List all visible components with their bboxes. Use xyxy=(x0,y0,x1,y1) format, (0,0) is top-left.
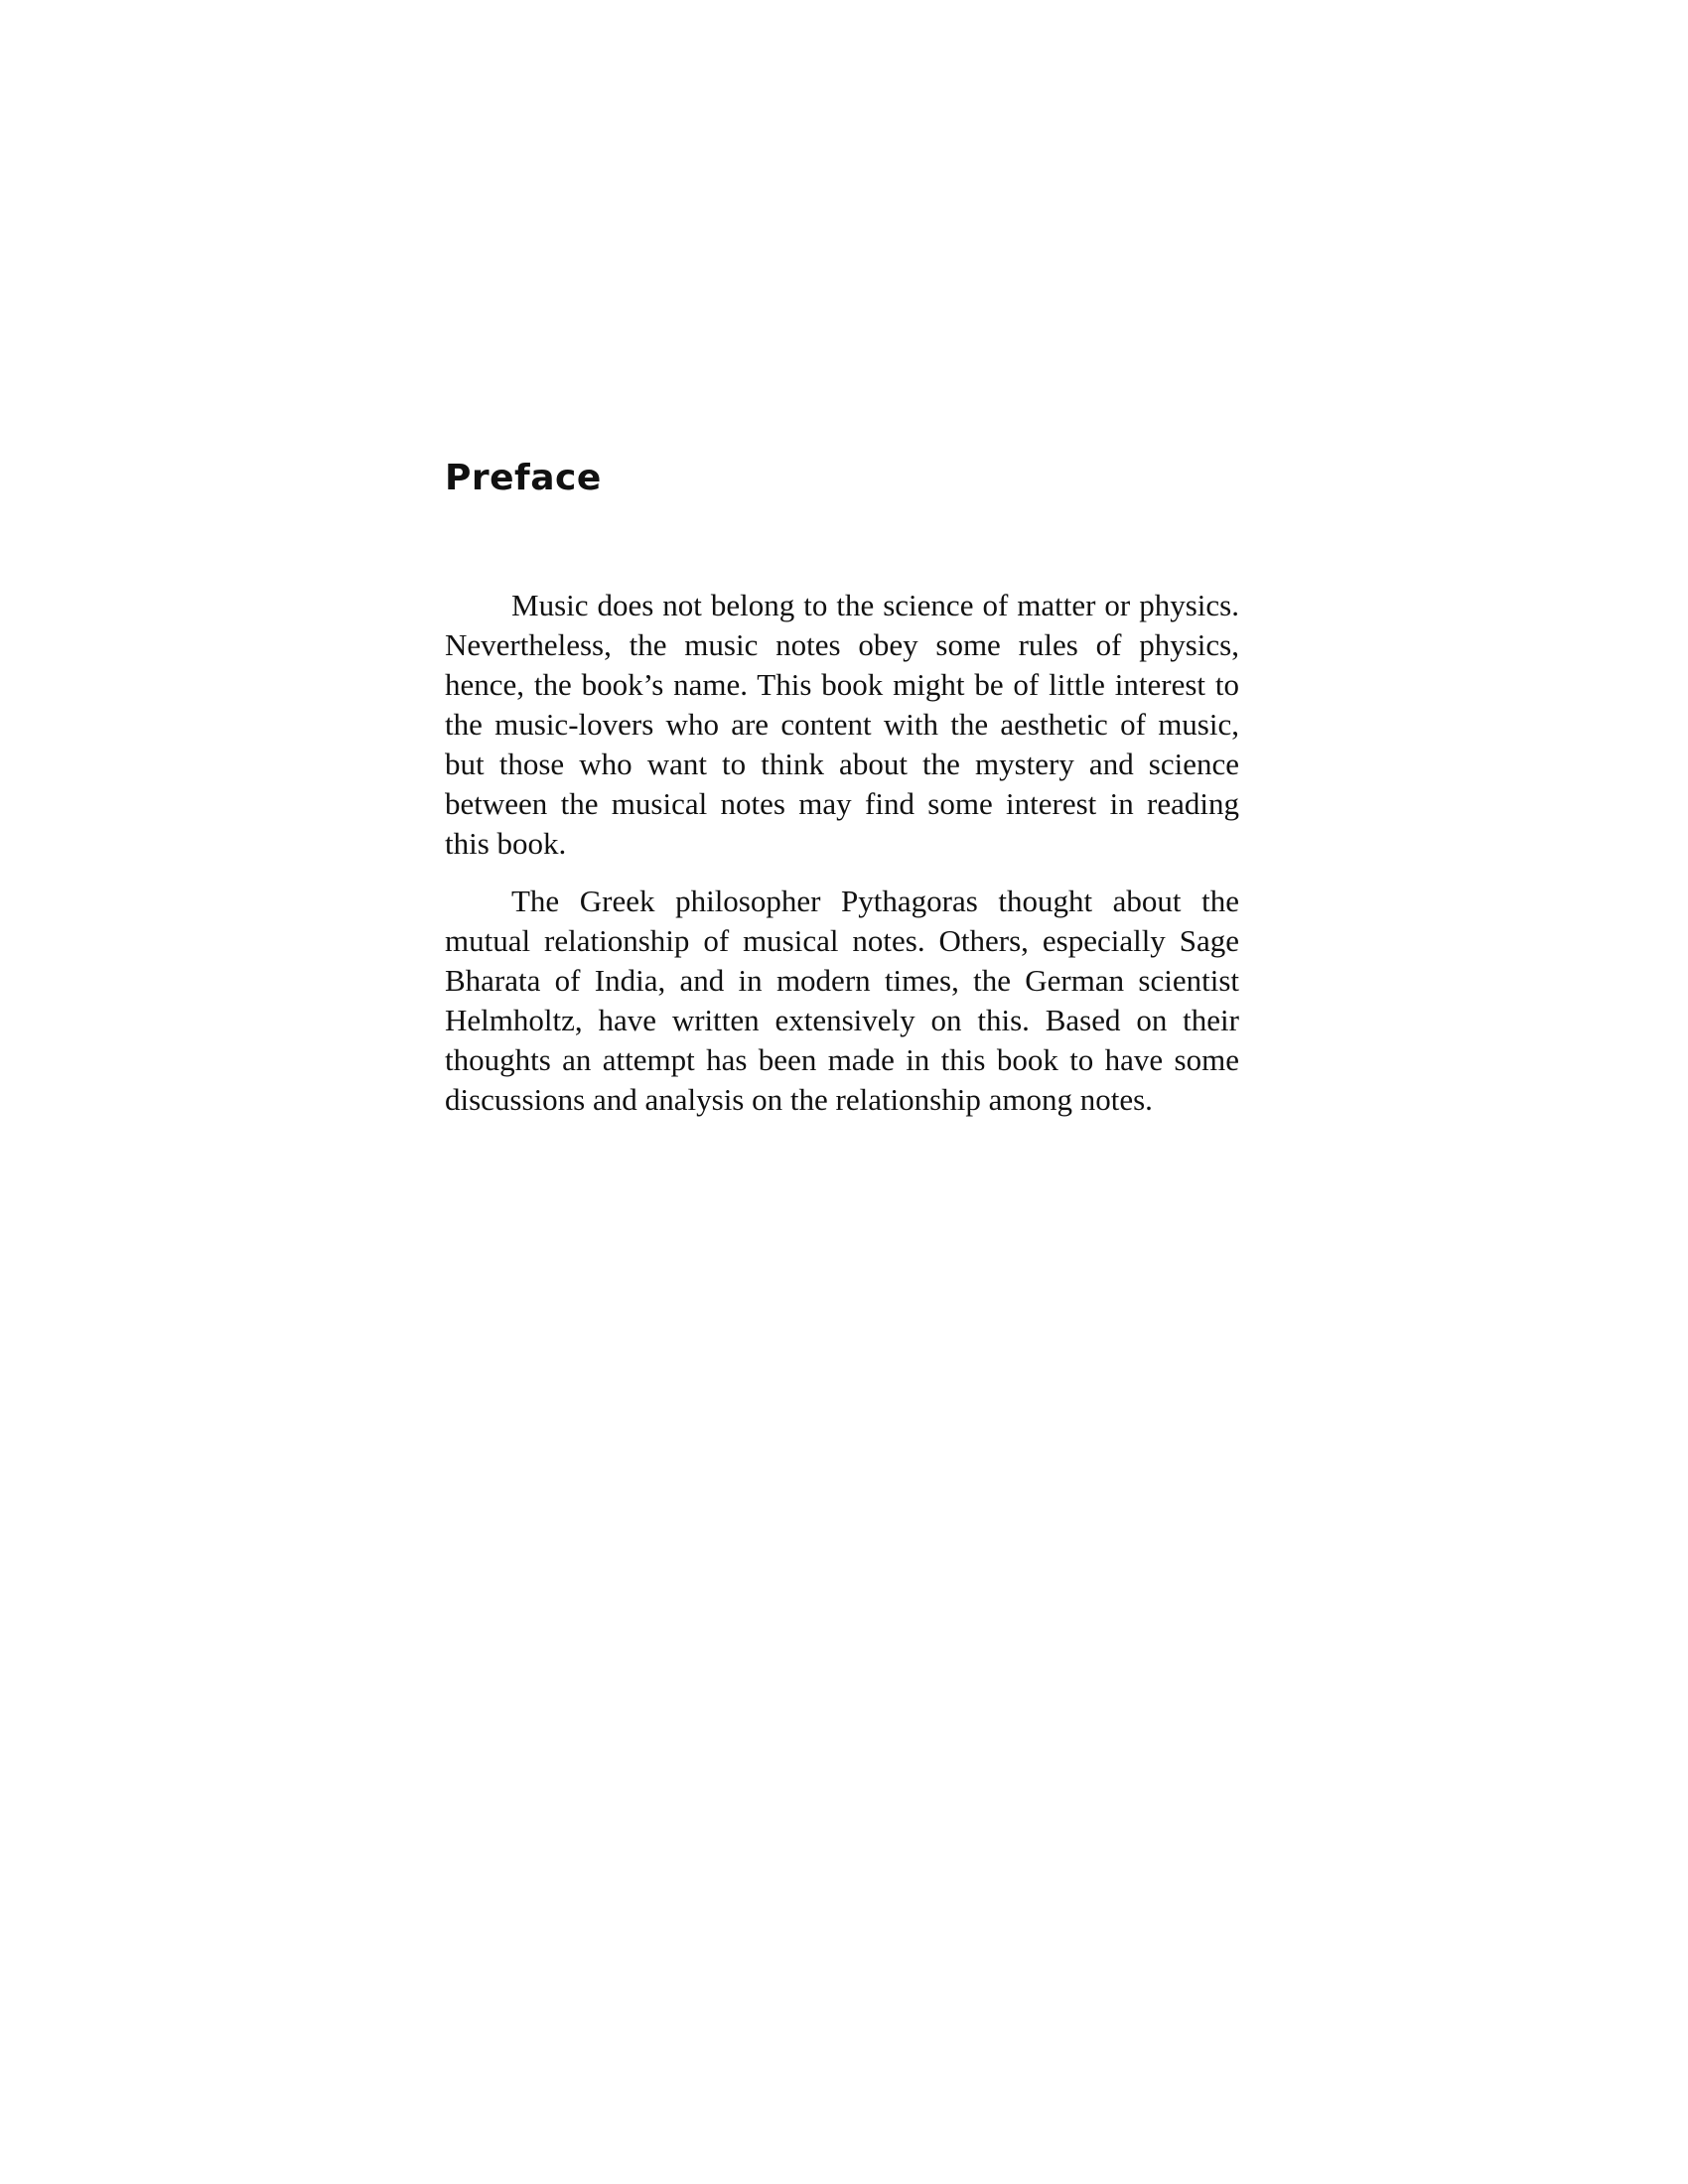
page-title: Preface xyxy=(445,458,602,498)
preface-body xyxy=(445,586,1239,1138)
paragraph-2: The Greek philosopher Pythagoras thought about the mutual relationship of musical notes. Others, especially Sage Bharata of India, and in modern times, the German scientist Helmholtz, have written extensively on this. Based on their thoughts an attempt has been made in this book to have some discussions and analysis on the relationship among notes. xyxy=(445,884,1239,1117)
paragraph-1: Music does not belong to the science of matter or physics. Nevertheless, the music notes obey some rules of physics, hence, the book’s name. This book might be of little interest to the music-lovers who are content with the aesthetic of music, but those who want to think about the mystery and science between the musical notes may find some interest in reading this book. xyxy=(445,588,1239,861)
